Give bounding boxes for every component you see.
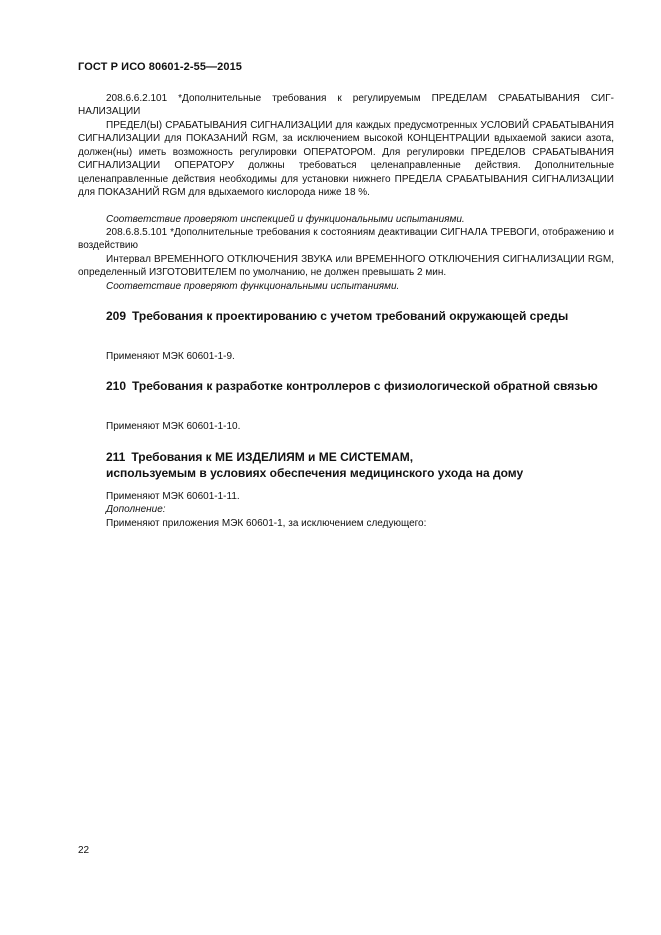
section-211-text: Применяют МЭК 60601-1-11. <box>106 491 240 502</box>
section-209-text: Применяют МЭК 60601-1-9. <box>106 351 235 362</box>
clause-208-6-6-2-101-body: ПРЕДЕЛ(Ы) СРАБАТЫВАНИЯ СИГНАЛИЗАЦИИ для каждых предусмотренных УСЛОВИЙ СРАБАТЫВАНИЯ СИГНАЛИЗАЦИИ для ПОКАЗАНИЙ RGM, за исключением высокой КОНЦЕНТРАЦИИ вдыхаемой закиси азота, должен(ны) иметь возможность регулировки ОПЕРАТОРОМ. Для регулировки ПРЕДЕЛОВ СРАБАТЫВАНИЯ СИГНАЛИЗАЦИИ ОПЕРАТОРУ должны требоваться целенаправленные действия. Дополнительные целенаправленные действия необходимы для установки нижнего ПРЕДЕЛА СРАБАТЫВАНИЯ СИГНАЛИЗАЦИИ для ПОКАЗАНИЙ RGM для вдыхаемого кислорода ниже 18 %. <box>78 120 614 199</box>
clause-208-6-8-5-101-body: Интервал ВРЕМЕННОГО ОТКЛЮЧЕНИЯ ЗВУКА или ВРЕМЕННОГО ОТКЛЮЧЕНИЯ СИГНАЛИЗАЦИИ RGM, определенный ИЗГОТОВИТЕЛЕМ по умолчанию, не должен превышать 2 мин. <box>78 254 614 279</box>
section-211-addition-label: Дополнение: <box>106 504 166 515</box>
section-209-number: 209 <box>106 309 127 323</box>
section-210-text: Применяют МЭК 60601-1-10. <box>106 421 241 432</box>
clause-208-6-6-2-101-compliance: Соответствие проверяют инспекцией и функциональными испытаниями. <box>106 214 465 225</box>
section-209-title: Требования к проектированию с учетом требований окружающей среды <box>132 309 569 323</box>
section-211-title-line-1: 211 Требования к МЕ ИЗДЕЛИЯМ и МЕ СИСТЕМАМ, <box>106 450 414 464</box>
section-210-title: Требования к разработке контроллеров с физиологической обратной связью <box>132 379 598 393</box>
section-210-number: 210 <box>106 379 127 393</box>
clause-208-6-8-5-101-compliance: Соответствие проверяют функциональными испытаниями. <box>106 281 400 292</box>
section-211-heading <box>106 449 606 481</box>
clause-208-6-8-5-101-heading: 208.6.8.5.101 *Дополнительные требования к состояниям деактивации СИГНАЛА ТРЕВОГИ, отображению и воздействию <box>78 227 614 252</box>
section-211-number: 211 <box>106 450 126 464</box>
section-209-heading <box>106 308 606 324</box>
section-211-title-line-2: используемым в условиях обеспечения медицинского ухода на дому <box>106 466 524 480</box>
page-number: 22 <box>78 845 90 856</box>
clause-208-6-6-2-101-heading: 208.6.6.2.101 *Дополнительные требования к регулируемым ПРЕДЕЛАМ СРАБАТЫВАНИЯ СИГНАЛИЗАЦИИ <box>78 93 614 118</box>
section-211-addition-text: Применяют приложения МЭК 60601-1, за исключением следующего: <box>106 518 427 529</box>
document-header: ГОСТ Р ИСО 80601-2-55—2015 <box>78 61 243 73</box>
section-210-heading <box>106 378 606 394</box>
